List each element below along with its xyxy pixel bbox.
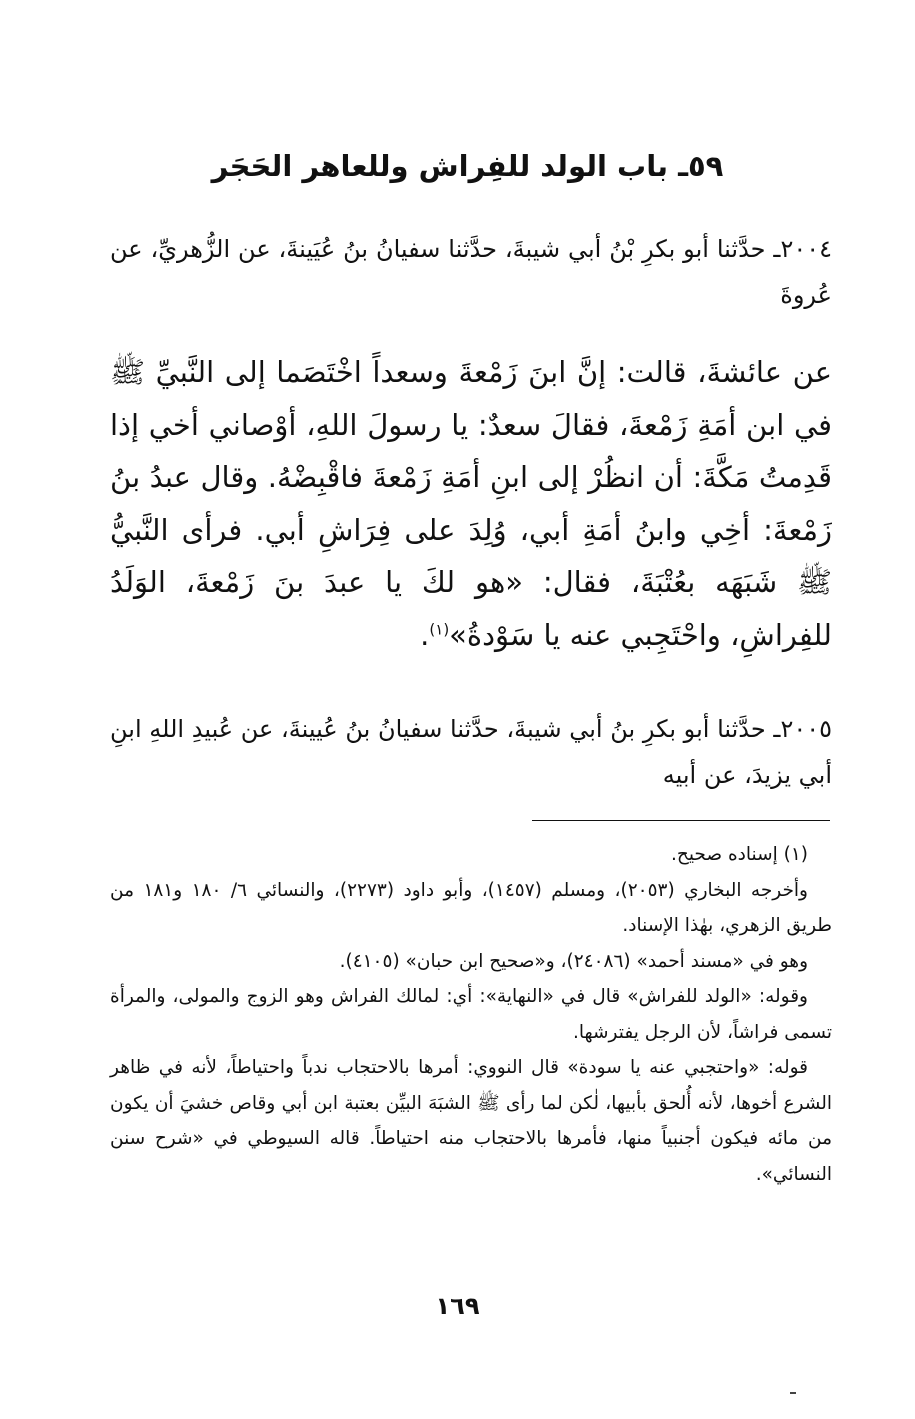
footnote-marker: (١) (429, 619, 450, 638)
footnote-firash: وقوله: «الولد للفراش» قال في «النهاية»: أي: لمالك الفراش وهو الزوج والمولى، والمرأة تسمى فراشاً، لأن الرجل يفترشها. (110, 986, 832, 1043)
footnote-grade: (١) إسناده صحيح. (671, 844, 808, 865)
hadith-2005-isnad: ٢٠٠٥ـ حدَّثنا أبو بكرِ بنُ أبي شيبةَ، حدَّثنا سفيانُ بنُ عُيينةَ، عن عُبيدِ اللهِ ابنِ أبي يزيدَ، عن أبيه (110, 715, 832, 789)
hadith-2004-matn (110, 346, 832, 661)
footnotes (110, 837, 832, 1192)
footnote-takhrij: وأخرجه البخاري (٢٠٥٣)، ومسلم (١٤٥٧)، وأبو داود (٢٢٧٣)، والنسائي ٦/ ١٨٠ و١٨١ من طريق الزهري، بهٰذا الإسناد. (110, 879, 832, 936)
chapter-title: ٥٩ـ باب الولد للفِراش وللعاهر الحَجَر (211, 149, 724, 183)
hadith-2004-matn-text: عن عائشةَ، قالت: إنَّ ابنَ زَمْعةَ وسعداً اخْتَصَما إلى النَّبيِّ ﷺ في ابن أمَةِ زَمْعةَ، فقالَ سعدٌ: يا رسولَ اللهِ، أوْصاني أخي إذا قَدِمتُ مَكَّةَ: أن انظُرْ إلى ابنِ أمَةِ زَمْعةَ فاقْبِضْهُ. وقال عبدُ بنُ زَمْعةَ: أخِي وابنُ أمَةِ أبي، وُلِدَ على فِرَاشِ أبي. فرأى النَّبيُّ ﷺ شَبَهَه بعُتْبَةَ، فقال: «هو لكَ يا عبدَ بنَ زَمْعةَ، الوَلَدُ للفِراشِ، واحْتَجِبي عنه يا سَوْدةُ» (110, 355, 832, 652)
hadith-2004-isnad: ٢٠٠٤ـ حدَّثنا أبو بكرِ بْنُ أبي شيبةَ، حدَّثنا سفيانُ بنُ عُيَينةَ، عن الزُّهريِّ، عن عُروةَ (110, 235, 832, 309)
print-speck (790, 1392, 796, 1394)
footnote-ihtijab: قوله: «واحتجبي عنه يا سودة» قال النووي: أمرها بالاحتجاب ندباً واحتياطاً، لأنه في ظاهر الشرع أخوها، لأنه أُلحق بأبيها، لٰكن لما رأى ﷺ الشبَهَ البيِّن بعتبة ابن أبي وقاص خشيَ أن يكون من مائه فيكون أجنبياً منها، فأمرها بالاحتجاب منه احتياطاً. قاله السيوطي في «شرح سنن النسائي». (110, 1057, 832, 1185)
end-mark: . (420, 617, 430, 652)
footnote-separator (532, 820, 830, 821)
page-number: ١٦٩ (435, 1292, 480, 1320)
footnote-musnad: وهو في «مسند أحمد» (٢٤٠٨٦)، و«صحيح ابن حبان» (٤١٠٥). (339, 950, 808, 972)
